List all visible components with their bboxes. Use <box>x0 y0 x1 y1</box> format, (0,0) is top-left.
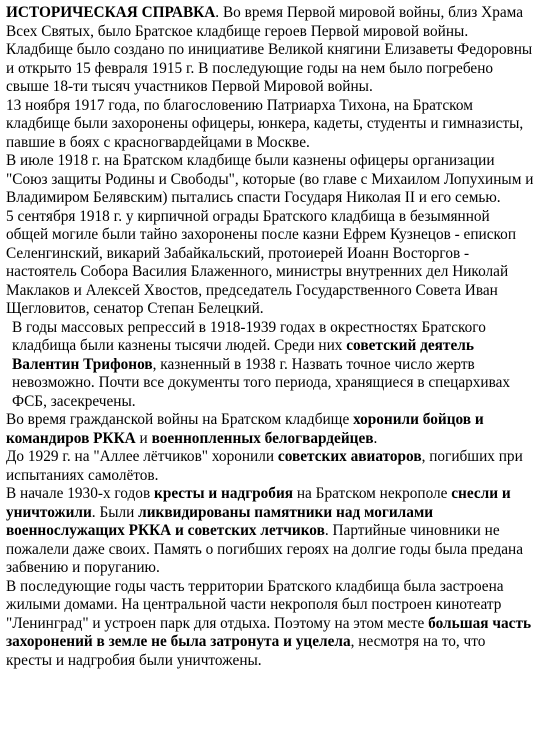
paragraph-5 <box>6 319 534 412</box>
paragraph-6 <box>6 411 534 448</box>
bold-text: хоронили бойцов и командиров РККА <box>6 411 484 447</box>
bold-text: советских авиаторов <box>277 448 422 465</box>
text-run: В годы массовых репрессий в 1918-1939 годах в окрестностях Братского кладбища были казнены тысячи людей. Среди них <box>12 318 486 354</box>
bold-text: военнопленных белогвардейцев <box>151 429 374 447</box>
text-run: 13 ноября 1917 года, по благословению Патриарха Тихона, на Братском кладбище были захоронены офицеры, юнкера, кадеты, студенты и гимназисты, павшие в боях с красногвардейцами в Москве. <box>6 96 524 151</box>
bold-text: советский деятель Валентин Трифонов <box>12 337 474 373</box>
text-run: , казненный в 1938 г. Назвать точное число жертв невозможно. Почти все документы того периода, хранящиеся в спецархивах ФСБ, засекречены. <box>12 355 511 410</box>
text-run: В начале 1930-х годов <box>6 485 154 502</box>
text-run: Во время гражданской войны на Братском кладбище <box>6 411 354 428</box>
text-run: на Братском некрополе <box>293 485 452 502</box>
text-run: . <box>373 429 378 447</box>
paragraph-3 <box>6 152 534 208</box>
text-run: . Партийные чиновники не пожалели даже своих. Память о погибших героях на долгие годы была предана забвению и поруганию. <box>6 522 524 576</box>
bold-text: кресты и надгробия <box>154 485 294 502</box>
paragraph-8 <box>6 485 534 578</box>
text-run: . Во время Первой мировой войны, близ Храма Всех Святых, было Братское кладбище героев Первой мировой войны. Кладбище было создано по инициативе Великой княгини Елизаветы Федоровны и открыто 15 февраля 1915 г. В последующие годы на нем было погребено свыше 18-ти тысяч участников Первой Мировой войны. <box>6 4 533 95</box>
bold-text: снесли и уничтожили <box>6 485 511 521</box>
text-run: . Были <box>91 503 139 521</box>
bold-text: большая часть захоронений в земле не была затронута и уцелела <box>6 614 532 650</box>
paragraph-1 <box>6 4 534 97</box>
paragraph-7 <box>6 448 534 485</box>
text-run: До 1929 г. на "Аллее лётчиков" хоронили <box>6 448 278 465</box>
text-run: 5 сентября 1918 г. у кирпичной ограды Братского кладбища в безымянной общей могиле были тайно захоронены после казни Ефрем Кузнецов - епископ Селенгинский, викарий Забайкальский, протоиерей Иоанн Восторгов - настоятель Собора Василия Блаженного, министры внутренних дел Николай Маклаков и Алексей Хвостов, председатель Государственного Совета Иван Щегловитов, сенатор Степан Белецкий. <box>6 207 517 317</box>
bold-text: ИСТОРИЧЕСКАЯ СПРАВКА <box>6 4 216 21</box>
paragraph-4 <box>6 208 534 319</box>
text-run: и <box>135 429 152 447</box>
text-run: В июле 1918 г. на Братском кладбище были казнены офицеры организации "Союз защиты Родины и Свободы", которые (во главе с Михаилом Лопухиным и Владимиром Белявским) пытались спасти Государя Николая II и его семью. <box>6 152 534 206</box>
text-run: , погибших при испытаниях самолётов. <box>6 448 523 484</box>
text-run: В последующие годы часть территории Братского кладбища была застроена жилыми домами. На центральной части некрополя был построен кинотеатр "Ленинград" и устроен парк для отдыха. Поэтому на этом месте <box>6 577 504 632</box>
paragraph-2 <box>6 97 534 153</box>
text-run: , несмотря на то, что кресты и надгробия были уничтожены. <box>6 633 486 669</box>
paragraph-9 <box>6 578 534 671</box>
bold-text: ликвидированы памятники над могилами военнослужащих РККА и советских летчиков <box>6 503 434 539</box>
